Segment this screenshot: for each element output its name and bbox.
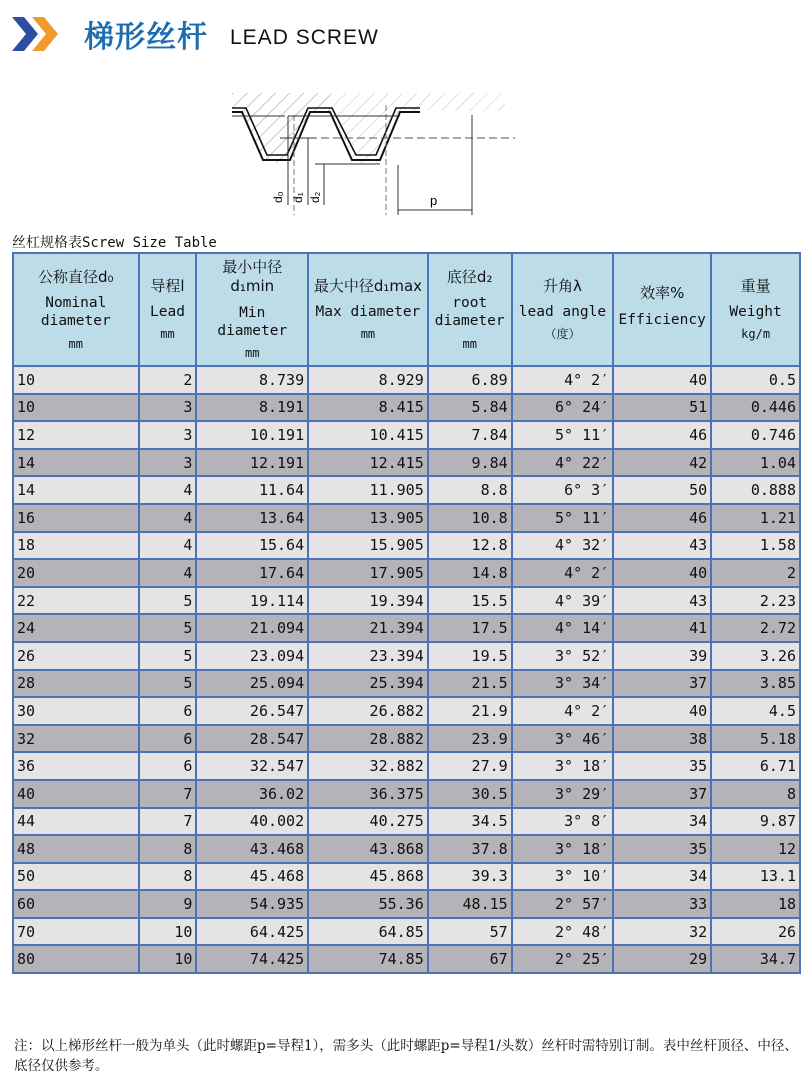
table-cell: 11.64 xyxy=(196,476,308,504)
table-cell: 10.8 xyxy=(428,504,512,532)
column-header-unit: mm xyxy=(360,327,376,342)
table-cell: 4 xyxy=(139,476,197,504)
table-cell: 4° 39′ xyxy=(512,587,614,615)
table-row xyxy=(13,587,800,615)
column-header-en: Efficiency xyxy=(618,311,706,328)
table-cell: 4° 2′ xyxy=(512,366,614,394)
table-cell: 3 xyxy=(139,421,197,449)
table-row xyxy=(13,642,800,670)
screw-size-table xyxy=(12,252,801,974)
table-row xyxy=(13,559,800,587)
table-cell: 37.8 xyxy=(428,835,512,863)
column-header-cn: 重量 xyxy=(740,276,771,295)
table-cell: 2° 57′ xyxy=(512,890,614,918)
column-header-cn: 最大中径d₁max xyxy=(313,276,423,295)
table-cell: 40 xyxy=(613,697,711,725)
table-cell: 36.02 xyxy=(196,780,308,808)
table-row xyxy=(13,614,800,642)
table-cell: 40 xyxy=(613,366,711,394)
column-header-unit: mm xyxy=(68,336,83,351)
column-header-en: Weight xyxy=(729,304,782,321)
table-cell: 13.64 xyxy=(196,504,308,532)
table-cell: 7 xyxy=(139,780,197,808)
table-cell: 32.547 xyxy=(196,752,308,780)
column-header-unit: （度） xyxy=(544,327,581,342)
table-cell: 25.094 xyxy=(196,670,308,698)
table-cell: 54.935 xyxy=(196,890,308,918)
table-cell: 2.23 xyxy=(711,587,800,615)
d1-label: d₁ xyxy=(291,192,305,203)
table-cell: 12.8 xyxy=(428,532,512,560)
table-cell: 37 xyxy=(613,780,711,808)
table-cell: 14 xyxy=(13,449,139,477)
column-header-en: Lead xyxy=(150,304,185,321)
table-cell: 1.21 xyxy=(711,504,800,532)
table-cell: 3° 18′ xyxy=(512,752,614,780)
table-cell: 8 xyxy=(139,863,197,891)
table-cell: 2.72 xyxy=(711,614,800,642)
column-header-en: Nominal diameter xyxy=(40,295,111,330)
table-cell: 45.868 xyxy=(308,863,428,891)
table-cell: 32.882 xyxy=(308,752,428,780)
table-cell: 43.468 xyxy=(196,835,308,863)
table-cell: 5 xyxy=(139,614,197,642)
column-header xyxy=(711,253,800,366)
table-cell: 20 xyxy=(13,559,139,587)
table-cell: 5 xyxy=(139,642,197,670)
table-cell: 5.84 xyxy=(428,394,512,422)
table-cell: 23.9 xyxy=(428,725,512,753)
table-row xyxy=(13,670,800,698)
table-cell: 3.85 xyxy=(711,670,800,698)
column-header xyxy=(139,253,197,366)
table-cell: 19.394 xyxy=(308,587,428,615)
table-cell: 3° 18′ xyxy=(512,835,614,863)
column-header-cn: 底径d₂ xyxy=(446,267,493,286)
table-cell: 4° 14′ xyxy=(512,614,614,642)
table-cell: 50 xyxy=(613,476,711,504)
table-cell: 7 xyxy=(139,808,197,836)
thread-profile-diagram xyxy=(170,85,550,225)
table-cell: 5 xyxy=(139,587,197,615)
table-cell: 3 xyxy=(139,394,197,422)
table-cell: 10 xyxy=(13,366,139,394)
table-cell: 8.739 xyxy=(196,366,308,394)
table-cell: 8 xyxy=(711,780,800,808)
table-cell: 17.64 xyxy=(196,559,308,587)
column-header-unit: kg/m xyxy=(741,327,771,342)
table-cell: 8.8 xyxy=(428,476,512,504)
table-cell: 42 xyxy=(613,449,711,477)
table-row xyxy=(13,835,800,863)
table-cell: 17.5 xyxy=(428,614,512,642)
table-cell: 12 xyxy=(13,421,139,449)
d0-label: d₀ xyxy=(271,191,285,203)
table-cell: 51 xyxy=(613,394,711,422)
table-cell: 25.394 xyxy=(308,670,428,698)
table-cell: 30 xyxy=(13,697,139,725)
table-cell: 8.191 xyxy=(196,394,308,422)
column-header-cn: 效率% xyxy=(640,284,685,303)
table-cell: 36 xyxy=(13,752,139,780)
table-row xyxy=(13,476,800,504)
table-cell: 23.394 xyxy=(308,642,428,670)
table-cell: 70 xyxy=(13,918,139,946)
table-cell: 2° 48′ xyxy=(512,918,614,946)
table-cell: 80 xyxy=(13,945,139,973)
column-header-en: root diameter xyxy=(434,295,505,330)
table-cell: 74.85 xyxy=(308,945,428,973)
table-cell: 3 xyxy=(139,449,197,477)
table-cell: 3° 46′ xyxy=(512,725,614,753)
table-cell: 10 xyxy=(139,918,197,946)
table-cell: 15.5 xyxy=(428,587,512,615)
column-header-cn: 导程l xyxy=(150,276,185,295)
d2-label: d₂ xyxy=(308,191,322,203)
table-cell: 36.375 xyxy=(308,780,428,808)
column-header xyxy=(428,253,512,366)
table-cell: 40.002 xyxy=(196,808,308,836)
p-label: p xyxy=(430,193,438,208)
table-cell: 64.85 xyxy=(308,918,428,946)
table-cell: 34 xyxy=(613,863,711,891)
table-cell: 28.882 xyxy=(308,725,428,753)
table-cell: 21.394 xyxy=(308,614,428,642)
table-cell: 21.094 xyxy=(196,614,308,642)
table-cell: 3° 52′ xyxy=(512,642,614,670)
table-row xyxy=(13,532,800,560)
table-cell: 16 xyxy=(13,504,139,532)
column-header-cn: 公称直径d₀ xyxy=(38,267,114,286)
table-cell: 13.1 xyxy=(711,863,800,891)
table-caption: 丝杠规格表Screw Size Table xyxy=(12,235,217,251)
table-cell: 2 xyxy=(139,366,197,394)
table-cell: 34.5 xyxy=(428,808,512,836)
table-cell: 40.275 xyxy=(308,808,428,836)
table-cell: 10 xyxy=(13,394,139,422)
table-cell: 26 xyxy=(711,918,800,946)
table-cell: 64.425 xyxy=(196,918,308,946)
table-cell: 4.5 xyxy=(711,697,800,725)
table-cell: 4 xyxy=(139,559,197,587)
table-cell: 18 xyxy=(13,532,139,560)
table-row xyxy=(13,366,800,394)
table-cell: 33 xyxy=(613,890,711,918)
table-cell: 29 xyxy=(613,945,711,973)
table-cell: 6.89 xyxy=(428,366,512,394)
table-cell: 9 xyxy=(139,890,197,918)
table-cell: 14 xyxy=(13,476,139,504)
table-cell: 37 xyxy=(613,670,711,698)
table-cell: 57 xyxy=(428,918,512,946)
table-cell: 12.415 xyxy=(308,449,428,477)
table-cell: 11.905 xyxy=(308,476,428,504)
table-cell: 45.468 xyxy=(196,863,308,891)
column-header-en: lead angle xyxy=(518,304,607,321)
page-title-cn: 梯形丝杆 xyxy=(84,20,208,55)
table-cell: 8 xyxy=(139,835,197,863)
table-cell: 15.64 xyxy=(196,532,308,560)
table-cell: 4 xyxy=(139,532,197,560)
table-cell: 12 xyxy=(711,835,800,863)
page-header xyxy=(12,12,379,56)
table-cell: 4° 32′ xyxy=(512,532,614,560)
table-cell: 38 xyxy=(613,725,711,753)
column-header xyxy=(13,253,139,366)
column-header-en: Min diameter xyxy=(217,304,288,339)
table-cell: 1.58 xyxy=(711,532,800,560)
table-cell: 74.425 xyxy=(196,945,308,973)
table-row xyxy=(13,394,800,422)
table-cell: 0.5 xyxy=(711,366,800,394)
table-cell: 46 xyxy=(613,504,711,532)
table-cell: 60 xyxy=(13,890,139,918)
table-cell: 5.18 xyxy=(711,725,800,753)
table-cell: 0.746 xyxy=(711,421,800,449)
column-header-en: Max diameter xyxy=(315,304,421,321)
column-header-cn: 升角λ xyxy=(543,276,582,295)
table-row xyxy=(13,780,800,808)
table-cell: 6.71 xyxy=(711,752,800,780)
table-cell: 32 xyxy=(13,725,139,753)
column-header xyxy=(512,253,614,366)
table-row xyxy=(13,945,800,973)
column-header xyxy=(196,253,308,366)
table-row xyxy=(13,863,800,891)
table-cell: 8.415 xyxy=(308,394,428,422)
table-row xyxy=(13,697,800,725)
footnote: 注：以上梯形丝杆一般为单头（此时螺距p=导程1），需多头（此时螺距p=导程1/头数）丝杆时需特别订制。表中丝杆顶径、中径、底径仅供参考。 xyxy=(14,1038,798,1074)
table-cell: 48.15 xyxy=(428,890,512,918)
table-cell: 41 xyxy=(613,614,711,642)
table-cell: 3° 29′ xyxy=(512,780,614,808)
table-cell: 28.547 xyxy=(196,725,308,753)
table-cell: 48 xyxy=(13,835,139,863)
table-cell: 9.84 xyxy=(428,449,512,477)
table-cell: 0.888 xyxy=(711,476,800,504)
table-cell: 21.5 xyxy=(428,670,512,698)
table-cell: 50 xyxy=(13,863,139,891)
table-cell: 2° 25′ xyxy=(512,945,614,973)
table-cell: 3° 34′ xyxy=(512,670,614,698)
table-cell: 4° 2′ xyxy=(512,697,614,725)
column-header-unit: mm xyxy=(160,327,175,342)
column-header-unit: mm xyxy=(462,336,477,351)
table-cell: 5° 11′ xyxy=(512,421,614,449)
table-cell: 27.9 xyxy=(428,752,512,780)
table-cell: 43 xyxy=(613,587,711,615)
table-cell: 39.3 xyxy=(428,863,512,891)
table-cell: 19.114 xyxy=(196,587,308,615)
table-cell: 10.191 xyxy=(196,421,308,449)
table-cell: 28 xyxy=(13,670,139,698)
table-cell: 9.87 xyxy=(711,808,800,836)
table-row xyxy=(13,504,800,532)
table-row xyxy=(13,890,800,918)
table-cell: 19.5 xyxy=(428,642,512,670)
table-cell: 34.7 xyxy=(711,945,800,973)
column-header-cn: 最小中径 d₁min xyxy=(222,258,283,295)
table-cell: 6° 3′ xyxy=(512,476,614,504)
table-cell: 23.094 xyxy=(196,642,308,670)
table-cell: 12.191 xyxy=(196,449,308,477)
table-cell: 44 xyxy=(13,808,139,836)
double-chevron-logo-icon xyxy=(12,17,64,51)
table-cell: 4 xyxy=(139,504,197,532)
table-cell: 3° 10′ xyxy=(512,863,614,891)
table-cell: 26 xyxy=(13,642,139,670)
table-cell: 17.905 xyxy=(308,559,428,587)
table-cell: 34 xyxy=(613,808,711,836)
table-row xyxy=(13,752,800,780)
table-cell: 26.882 xyxy=(308,697,428,725)
table-row xyxy=(13,808,800,836)
table-cell: 43.868 xyxy=(308,835,428,863)
table-cell: 32 xyxy=(613,918,711,946)
table-cell: 6 xyxy=(139,752,197,780)
table-cell: 40 xyxy=(13,780,139,808)
table-cell: 30.5 xyxy=(428,780,512,808)
table-cell: 2 xyxy=(711,559,800,587)
table-cell: 26.547 xyxy=(196,697,308,725)
table-cell: 39 xyxy=(613,642,711,670)
table-cell: 40 xyxy=(613,559,711,587)
table-cell: 22 xyxy=(13,587,139,615)
table-cell: 7.84 xyxy=(428,421,512,449)
column-header xyxy=(613,253,711,366)
table-cell: 24 xyxy=(13,614,139,642)
table-row xyxy=(13,725,800,753)
column-header xyxy=(308,253,428,366)
table-row xyxy=(13,421,800,449)
table-cell: 46 xyxy=(613,421,711,449)
table-cell: 0.446 xyxy=(711,394,800,422)
page-title-en: LEAD SCREW xyxy=(230,26,379,49)
column-header-unit: mm xyxy=(245,345,260,360)
table-cell: 21.9 xyxy=(428,697,512,725)
table-cell: 5° 11′ xyxy=(512,504,614,532)
table-cell: 35 xyxy=(613,752,711,780)
table-cell: 1.04 xyxy=(711,449,800,477)
table-cell: 8.929 xyxy=(308,366,428,394)
table-cell: 4° 22′ xyxy=(512,449,614,477)
table-cell: 67 xyxy=(428,945,512,973)
table-cell: 14.8 xyxy=(428,559,512,587)
table-cell: 15.905 xyxy=(308,532,428,560)
table-row xyxy=(13,918,800,946)
table-row xyxy=(13,449,800,477)
table-cell: 10.415 xyxy=(308,421,428,449)
table-cell: 55.36 xyxy=(308,890,428,918)
table-cell: 4° 2′ xyxy=(512,559,614,587)
table-cell: 3.26 xyxy=(711,642,800,670)
table-cell: 43 xyxy=(613,532,711,560)
table-cell: 13.905 xyxy=(308,504,428,532)
table-cell: 10 xyxy=(139,945,197,973)
table-cell: 5 xyxy=(139,670,197,698)
table-cell: 6 xyxy=(139,697,197,725)
table-cell: 6 xyxy=(139,725,197,753)
table-cell: 3° 8′ xyxy=(512,808,614,836)
table-cell: 6° 24′ xyxy=(512,394,614,422)
table-cell: 18 xyxy=(711,890,800,918)
table-cell: 35 xyxy=(613,835,711,863)
